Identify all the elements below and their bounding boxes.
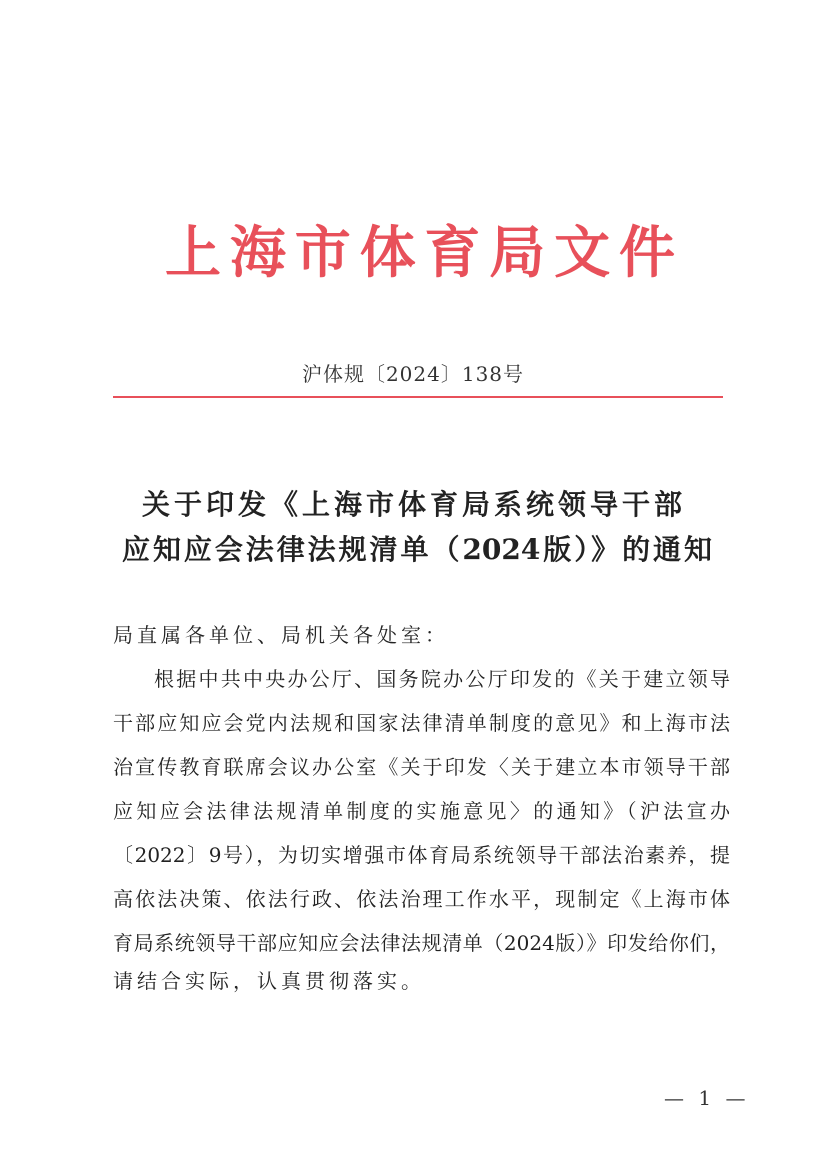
body-line: 育局系统领导干部应知应会法律法规清单（2024版）》印发给你们， <box>113 931 730 955</box>
body-line: 应知应会法律法规清单制度的实施意见〉的通知》（沪法宣办 <box>113 799 730 823</box>
body-line: 干部应知应会党内法规和国家法律清单制度的意见》和上海市法 <box>113 711 730 735</box>
document-number: 沪体规〔2024〕138号 <box>301 362 525 386</box>
document-title-line-1: 关于印发《上海市体育局系统领导干部 <box>142 488 682 521</box>
document-masthead: 上海市体育局文件 <box>165 220 675 286</box>
document-title-line-2: 应知应会法律法规清单（2024版）》的通知 <box>122 533 712 566</box>
body-line: 治宣传教育联席会议办公室《关于印发〈关于建立本市领导干部 <box>113 755 730 779</box>
body-line: 高依法决策、依法行政、依法治理工作水平，现制定《上海市体 <box>113 887 730 911</box>
body-line: 请结合实际，认真贯彻落实。 <box>113 969 425 993</box>
salutation: 局直属各单位、局机关各处室： <box>113 623 449 647</box>
page-number: — 1 — <box>664 1086 750 1110</box>
body-line: 根据中共中央办公厅、国务院办公厅印发的《关于建立领导 <box>154 667 730 691</box>
red-divider <box>113 396 723 398</box>
body-line: 〔2022〕9号），为切实增强市体育局系统领导干部法治素养，提 <box>113 843 730 867</box>
